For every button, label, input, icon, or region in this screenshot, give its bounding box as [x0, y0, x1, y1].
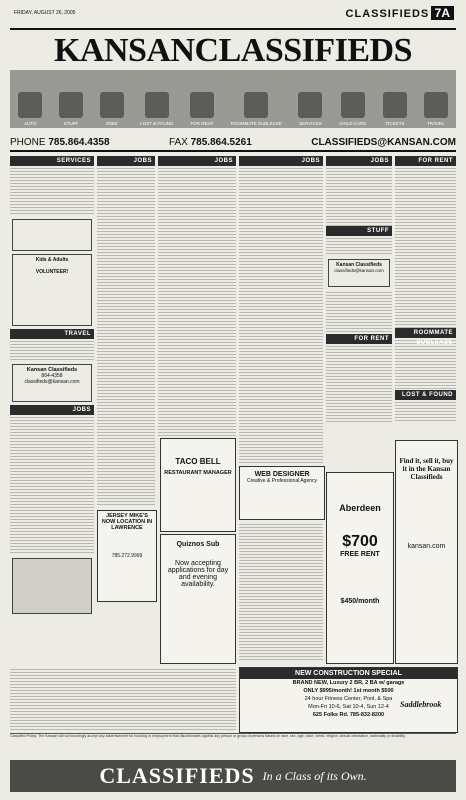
people-icon [244, 92, 268, 118]
category-icon-strip [10, 70, 456, 128]
quiznos-ad: Quiznos Sub Now accepting applications for day and evening availability. [160, 534, 236, 664]
travel-listings [10, 339, 94, 361]
bottom-banner [10, 760, 456, 792]
plane-icon [424, 92, 448, 118]
contact-email: CLASSIFIEDS@KANSAN.COM [311, 136, 456, 148]
job-ad-image [12, 558, 92, 614]
for-rent-header-2: FOR RENT [395, 156, 456, 166]
column-services [10, 156, 94, 617]
jobs-header-1: JOBS [10, 405, 94, 415]
saddlebrook-logo: Saddlebrook [400, 700, 442, 709]
category-stuff: STUFF [59, 92, 83, 128]
ticket-icon [383, 92, 407, 118]
car-icon [18, 92, 42, 118]
magnifier-icon [145, 92, 169, 118]
lost-found-listings [395, 400, 456, 422]
fax-number: 785.864.5261 [190, 136, 252, 148]
find-it-ad: Find it, sell it, buy it in the Kansan Classifieds kansan.com [395, 440, 458, 664]
top-line [14, 8, 454, 18]
jobs-listings-1 [10, 415, 94, 555]
jobs-listings-4 [239, 166, 323, 464]
misc-ads-area [10, 667, 236, 731]
column-for-rent [395, 156, 456, 422]
jobs-header-3: JOBS [158, 156, 236, 166]
jobs-listings-6 [326, 166, 392, 226]
masthead-title: KANSANCLASSIFIEDS [53, 32, 413, 69]
masthead [10, 28, 456, 68]
section-name: CLASSIFIEDS [345, 8, 430, 20]
for-rent-listings-1 [326, 344, 392, 422]
construction-title: NEW CONSTRUCTION SPECIAL [240, 668, 457, 679]
kansan-classifieds-ad: Kansan Classifieds 864-4358 classifieds@kansan.com [12, 364, 92, 402]
jobs-listings-3 [158, 166, 236, 436]
web-designer-ad: WEB DESIGNER Creative & Professional Agency [239, 466, 325, 520]
category-roommate: ROOMMATE SUBLEASE [231, 92, 282, 128]
for-rent-header-1: FOR RENT [326, 334, 392, 344]
classified-policy: Classified Policy: The Kansan will not knowingly accept any advertisement for housing or employment that discriminates against any person or group of persons based on race, sex, age, color, creed, religion, sexual orientation, nationality or disability. [10, 733, 456, 759]
phone-label: PHONE [10, 136, 46, 148]
jersey-mikes-ad: JERSEY MIKE'S NOW LOCATION IN LAWRENCE 785.272.9999 [97, 510, 157, 602]
jobs-listings-2 [97, 166, 155, 506]
services-ad [12, 219, 92, 251]
travel-header: TRAVEL [10, 329, 94, 339]
box-icon [59, 92, 83, 118]
page-number: 7A [431, 6, 454, 20]
services-listings [10, 166, 94, 216]
jobs-header-5: JOBS [326, 156, 392, 166]
tools-icon [298, 92, 322, 118]
category-jobs: JOBS [100, 92, 124, 128]
taco-bell-ad: TACO BELL RESTAURANT MANAGER [160, 438, 236, 532]
volunteer-ad: Kids & Adults VOLUNTEER! [12, 254, 92, 326]
stuff-listings [326, 236, 392, 256]
category-child-care: CHILD CARE [339, 92, 366, 128]
roommate-header: ROOMMATE SUBLEASE [395, 328, 456, 338]
column-stuff [326, 156, 392, 422]
for-rent-listings-2 [395, 166, 456, 328]
phone-number: 785.864.4358 [48, 136, 110, 148]
column-jobs-4 [239, 156, 323, 464]
lost-found-header: LOST & FOUND [395, 390, 456, 400]
services-header: SERVICES [10, 156, 94, 166]
column-jobs-3 [158, 156, 236, 436]
category-travel: TRAVEL [424, 92, 448, 128]
dateline: FRIDAY, AUGUST 26, 2005 [14, 10, 76, 16]
jobs-listings-5 [239, 522, 323, 662]
stuff-header: STUFF [326, 226, 392, 236]
category-services: SERVICES [298, 92, 322, 128]
column-jobs-2 [97, 156, 155, 506]
category-auto: AUTO [18, 92, 42, 128]
briefcase-icon [100, 92, 124, 118]
new-construction-ad: NEW CONSTRUCTION SPECIAL BRAND NEW, Luxury 2 BR, 2 BA w/ garage ONLY $995/month! 1st month $500 24 hour Fitness Center, Pool, & Spa Mon-Fri 10-6, Sat 10-4, Sun 12-4 625 Folks Rd. 785-832-8200 [239, 667, 458, 733]
jobs-header-2: JOBS [97, 156, 155, 166]
jobs-header-4: JOBS [239, 156, 323, 166]
category-lost-found: LOST & FOUND [140, 92, 173, 128]
aberdeen-ad: Aberdeen $700 FREE RENT $450/month [326, 472, 394, 664]
stuff-listings-2 [326, 290, 392, 334]
child-icon [341, 92, 365, 118]
banner-title: CLASSIFIEDS [99, 763, 255, 788]
contact-bar [10, 134, 456, 152]
banner-slogan: In a Class of its Own. [262, 768, 367, 783]
category-for-rent: FOR RENT [190, 92, 214, 128]
house-icon [190, 92, 214, 118]
category-tickets: TICKETS [383, 92, 407, 128]
fax-label: FAX [168, 136, 188, 148]
kansan-classifieds-ad-2: Kansan Classifieds classifieds@kansan.com [328, 259, 390, 287]
